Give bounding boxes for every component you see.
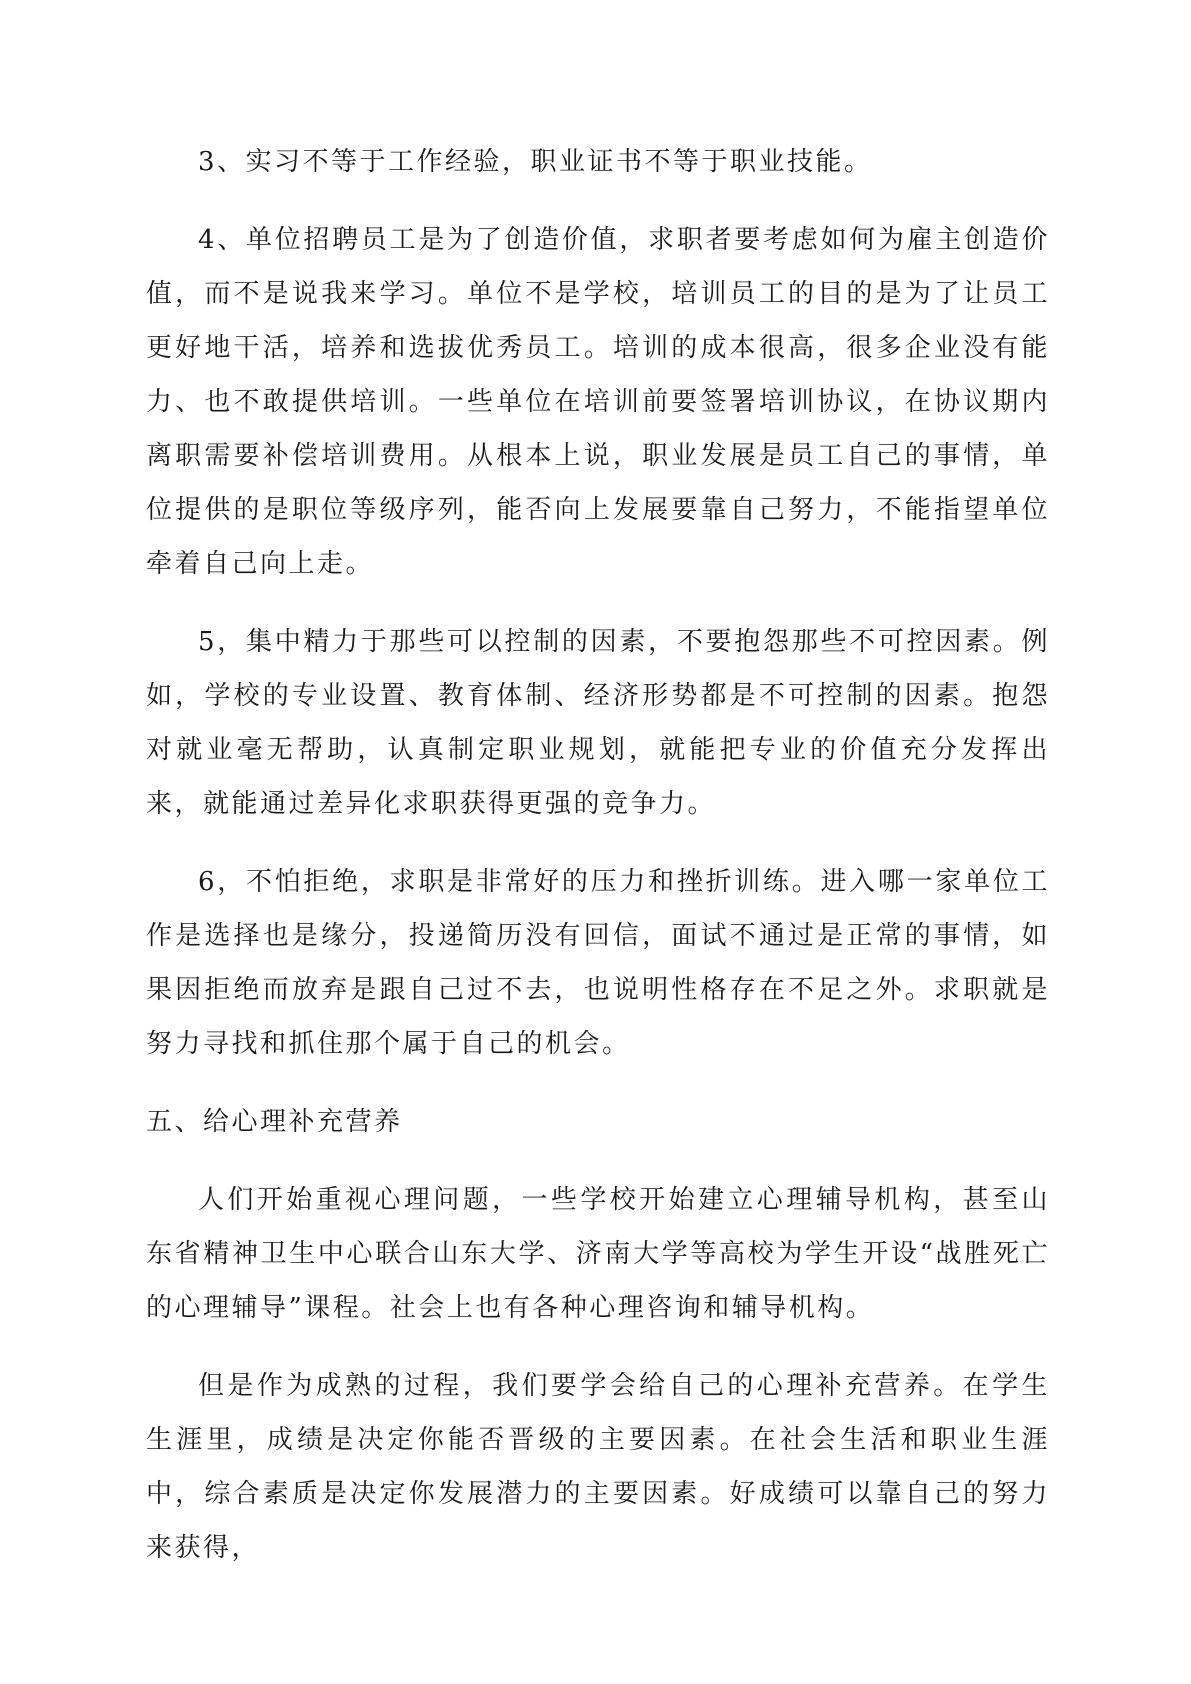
paragraph-item-5: 5，集中精力于那些可以控制的因素，不要抱怨那些不可控因素。例如，学校的专业设置、教育体制、经济形势都是不可控制的因素。抱怨对就业毫无帮助，认真制定职业规划，就能把专业的价值充分发挥出来，就能通过差异化求职获得更强的竞争力。 (146, 627, 1050, 819)
paragraph-psychology-intro: 人们开始重视心理问题，一些学校开始建立心理辅导机构，甚至山东省精神卫生中心联合山东大学、济南大学等高校为学生开设“战胜死亡的心理辅导”课程。社会上也有各种心理咨询和辅导机构。 (146, 1185, 1050, 1323)
paragraph-psychology-nutrition: 但是作为成熟的过程，我们要学会给自己的心理补充营养。在学生生涯里，成绩是决定你能否晋级的主要因素。在社会生活和职业生涯中，综合素质是决定你发展潜力的主要因素。好成绩可以靠自己的努力来获得， (146, 1371, 1050, 1563)
document-body (146, 135, 1050, 1599)
paragraph-item-3: 3、实习不等于工作经验，职业证书不等于职业技能。 (198, 147, 873, 177)
section-heading: 五、给心理补充营养 (146, 1107, 403, 1137)
paragraph-item-4: 4、单位招聘员工是为了创造价值，求职者要考虑如何为雇主创造价值，而不是说我来学习。单位不是学校，培训员工的目的是为了让员工更好地干活，培养和选拔优秀员工。培训的成本很高，很多企业没有能力、也不敢提供培训。一些单位在培训前要签署培训协议，在协议期内离职需要补偿培训费用。从根本上说，职业发展是员工自己的事情，单位提供的是职位等级序列，能否向上发展要靠自己努力，不能指望单位牵着自己向上走。 (146, 225, 1050, 579)
paragraph-item-6: 6，不怕拒绝，求职是非常好的压力和挫折训练。进入哪一家单位工作是选择也是缘分，投递简历没有回信，面试不通过是正常的事情，如果因拒绝而放弃是跟自己过不去，也说明性格存在不足之外。求职就是努力寻找和抓住那个属于自己的机会。 (146, 867, 1050, 1059)
